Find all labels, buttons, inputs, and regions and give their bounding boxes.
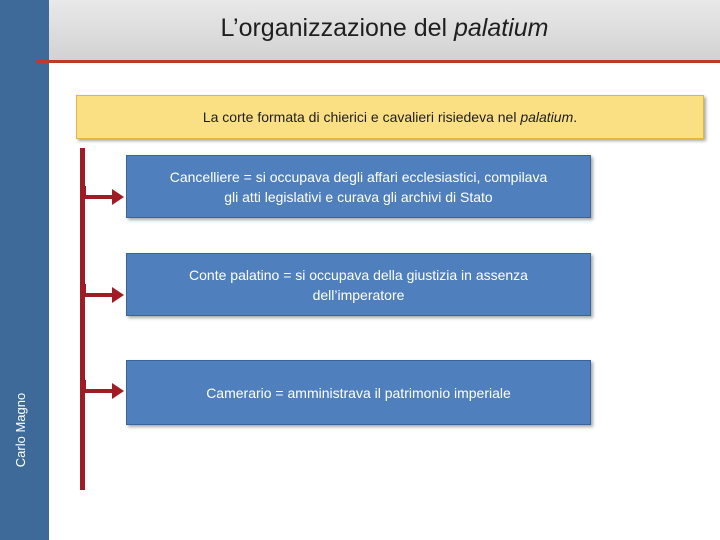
- role-text: [189, 265, 528, 305]
- title-emphasis: palatium: [454, 14, 549, 42]
- title-text: L’organizzazione del: [220, 14, 454, 42]
- role-line: dell’imperatore: [312, 286, 405, 303]
- sidebar: [0, 0, 49, 540]
- role-line: Conte palatino = si occupava della giustizia in assenza: [189, 266, 528, 283]
- role-card-cancelliere: [126, 155, 591, 218]
- role-line: Camerario = amministrava il patrimonio imperiale: [206, 384, 511, 401]
- intro-prefix: La corte formata di chierici e cavalieri risiedeva nel: [202, 109, 521, 125]
- role-line: Cancelliere = si occupava degli affari ecclesiastici, compilava: [169, 168, 548, 185]
- role-line: gli atti legislativi e curava gli archivi di Stato: [224, 188, 493, 205]
- role-text: [170, 167, 548, 207]
- arrow-icon: [82, 378, 126, 404]
- intro-emphasis: palatium: [520, 109, 574, 125]
- role-text: [206, 383, 511, 403]
- sidebar-label: Carlo Magno: [13, 392, 28, 468]
- role-card-camerario: [126, 360, 591, 425]
- title-underline: [36, 60, 720, 63]
- intro-box: [76, 95, 704, 139]
- intro-text: [203, 109, 577, 125]
- arrow-icon: [82, 282, 126, 308]
- arrow-icon: [82, 184, 126, 210]
- intro-suffix: .: [573, 109, 578, 125]
- page-title: [49, 14, 720, 43]
- role-card-conte-palatino: [126, 253, 591, 316]
